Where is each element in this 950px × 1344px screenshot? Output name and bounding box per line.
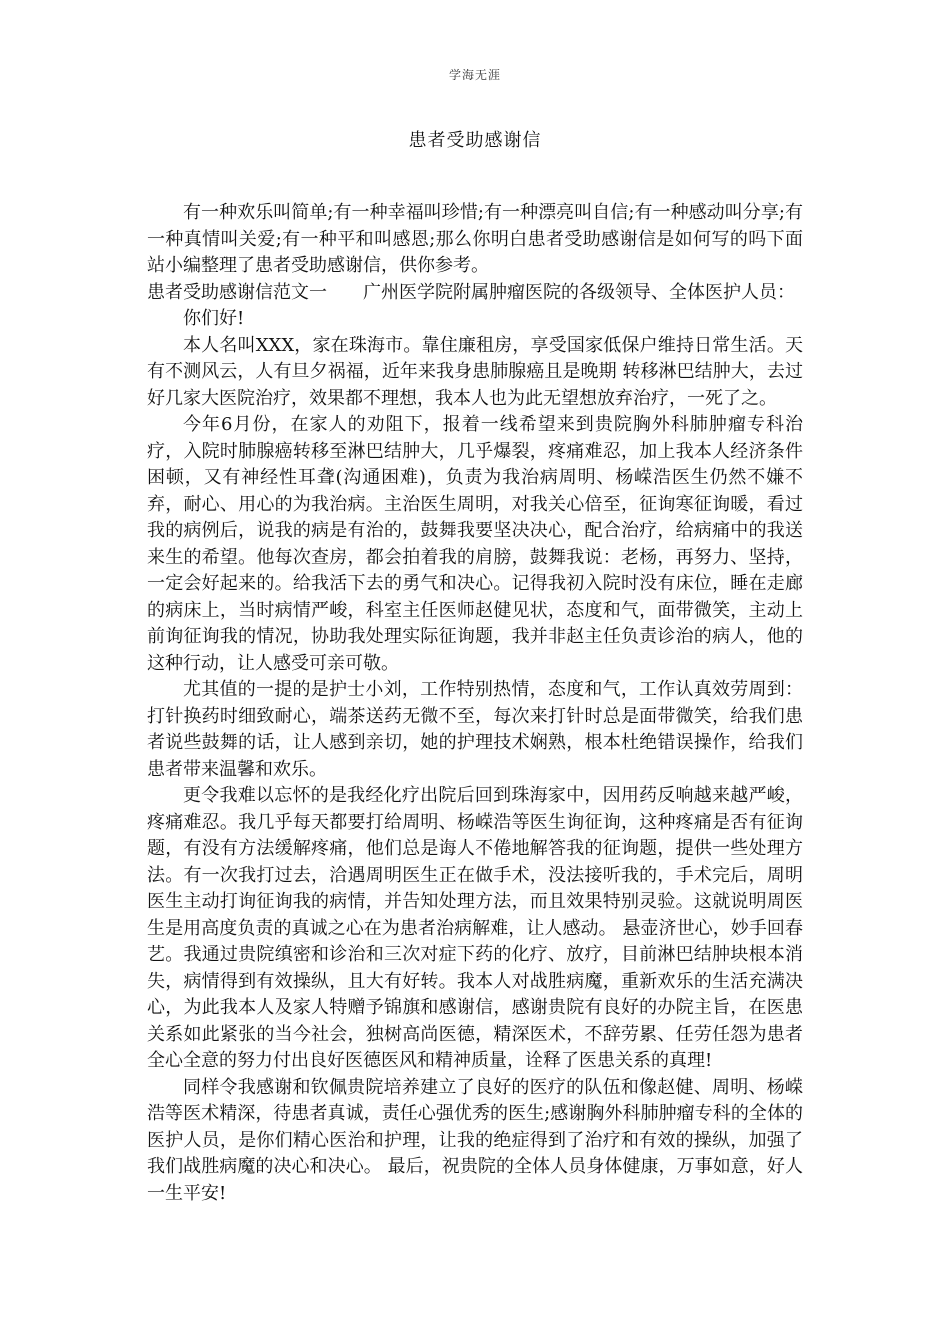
running-header: 学海无涯 bbox=[448, 68, 501, 82]
document-title: 患者受助感谢信 bbox=[408, 130, 542, 151]
body-paragraph-4: 更令我难以忘怀的是我经化疗出院后回到珠海家中，因用药反响越来越严峻，疼痛难忍。我几乎每天都要打给周明、杨嵘浩等医生询征询，这种疼痛是否有征询题，有没有方法缓解疼痛，他们总是诲人不倦地解答我的征询题，提供一些处理方法。有一次我打过去，洽遇周明医生正在做手术，没法接听我的，手术完后，周明医生主动打询征询我的病情，并告知处理方法，而且效果特别灵验。这就说明周医生是用高度负责的真诚之心在为患者治病解难，让人感动。 悬壶济世心，妙手回春艺。我通过贵院缜密和诊治和三次对症下药的化疗、放疗，目前淋巴结肿块根本消失，病情得到有效操纵，且大有好转。我本人对战胜病魔，重新欢乐的生活充满决心，为此我本人及家人特赠予锦旗和感谢信，感谢贵院有良好的办院主旨，在医患关系如此紧张的当今社会，独树高尚医德，精深医术，不辞劳累、任劳任怨为患者全心全意的努力付出良好医德医风和精神质量，诠释了医患关系的真理! bbox=[147, 785, 803, 1071]
intro-paragraph: 有一种欢乐叫简单;有一种幸福叫珍惜;有一种漂亮叫自信;有一种感动叫分享;有一种真情叫关爱;有一种平和叫感恩;那么你明白患者受助感谢信是如何写的吗下面站小编整理了患者受助感谢信，供你参考。 bbox=[147, 202, 803, 276]
body-paragraph-1: 本人名叫XXX，家在珠海市。靠住廉租房，享受国家低保户维持日常生活。天有不测风云，人有旦夕祸福，近年来我身患肺腺癌且是晚期 转移淋巴结肿大，去过好几家大医院治疗，效果都不理想，我本人也为此无望想放弃治疗，一死了之。 bbox=[147, 334, 803, 409]
salutation-line: 患者受助感谢信范文一 广州医学院附属肿瘤医院的各级领导、全体医护人员： bbox=[147, 281, 795, 303]
body-paragraph-2: 今年6月份，在家人的劝阻下，报着一线希望来到贵院胸外科肺肿瘤专科治疗，入院时肺腺癌转移至淋巴结肿大，几乎爆裂，疼痛难忍，加上我本人经济条件困顿，又有神经性耳聋(沟通困难)，负责为我治病周明、杨嵘浩医生仍然不嫌不弃，耐心、用心的为我治病。主治医生周明，对我关心倍至，征询寒征询暖，看过我的病例后，说我的病是有治的，鼓舞我要坚决决心，配合治疗，给病痛中的我送来生的希望。他每次查房，都会拍着我的肩膀，鼓舞我说：老杨，再努力、坚持，一定会好起来的。给我活下去的勇气和决心。记得我初入院时没有床位，睡在走廊的病床上，当时病情严峻，科室主任医师赵健见状，态度和气，面带微笑，主动上前询征询我的情况，协助我处理实际征询题，我并非赵主任负责诊治的病人，他的这种行动，让人感受可亲可敬。 bbox=[147, 414, 803, 674]
closing-paragraph: 同样令我感谢和钦佩贵院培养建立了良好的医疗的队伍和像赵健、周明、杨嵘浩等医术精深，待患者真诚，责任心强优秀的医生;感谢胸外科肺肿瘤专科的全体的医护人员，是你们精心医治和护理，让我的绝症得到了治疗和有效的操纵，加强了我们战胜病魔的决心和决心。 最后，祝贵院的全体人员身体健康，万事如意，好人一生平安! bbox=[147, 1076, 803, 1204]
body-paragraph-3: 尤其值的一提的是护士小刘，工作特别热情，态度和气，工作认真效劳周到：打针换药时细致耐心，端茶送药无微不至，每次来打针时总是面带微笑，给我们患者说些鼓舞的话，让人感到亲切，她的护理技术娴熟，根本杜绝错误操作，给我们患者带来温馨和欢乐。 bbox=[147, 679, 803, 780]
greeting-paragraph: 你们好! bbox=[183, 308, 245, 329]
letter-body bbox=[147, 200, 803, 1207]
